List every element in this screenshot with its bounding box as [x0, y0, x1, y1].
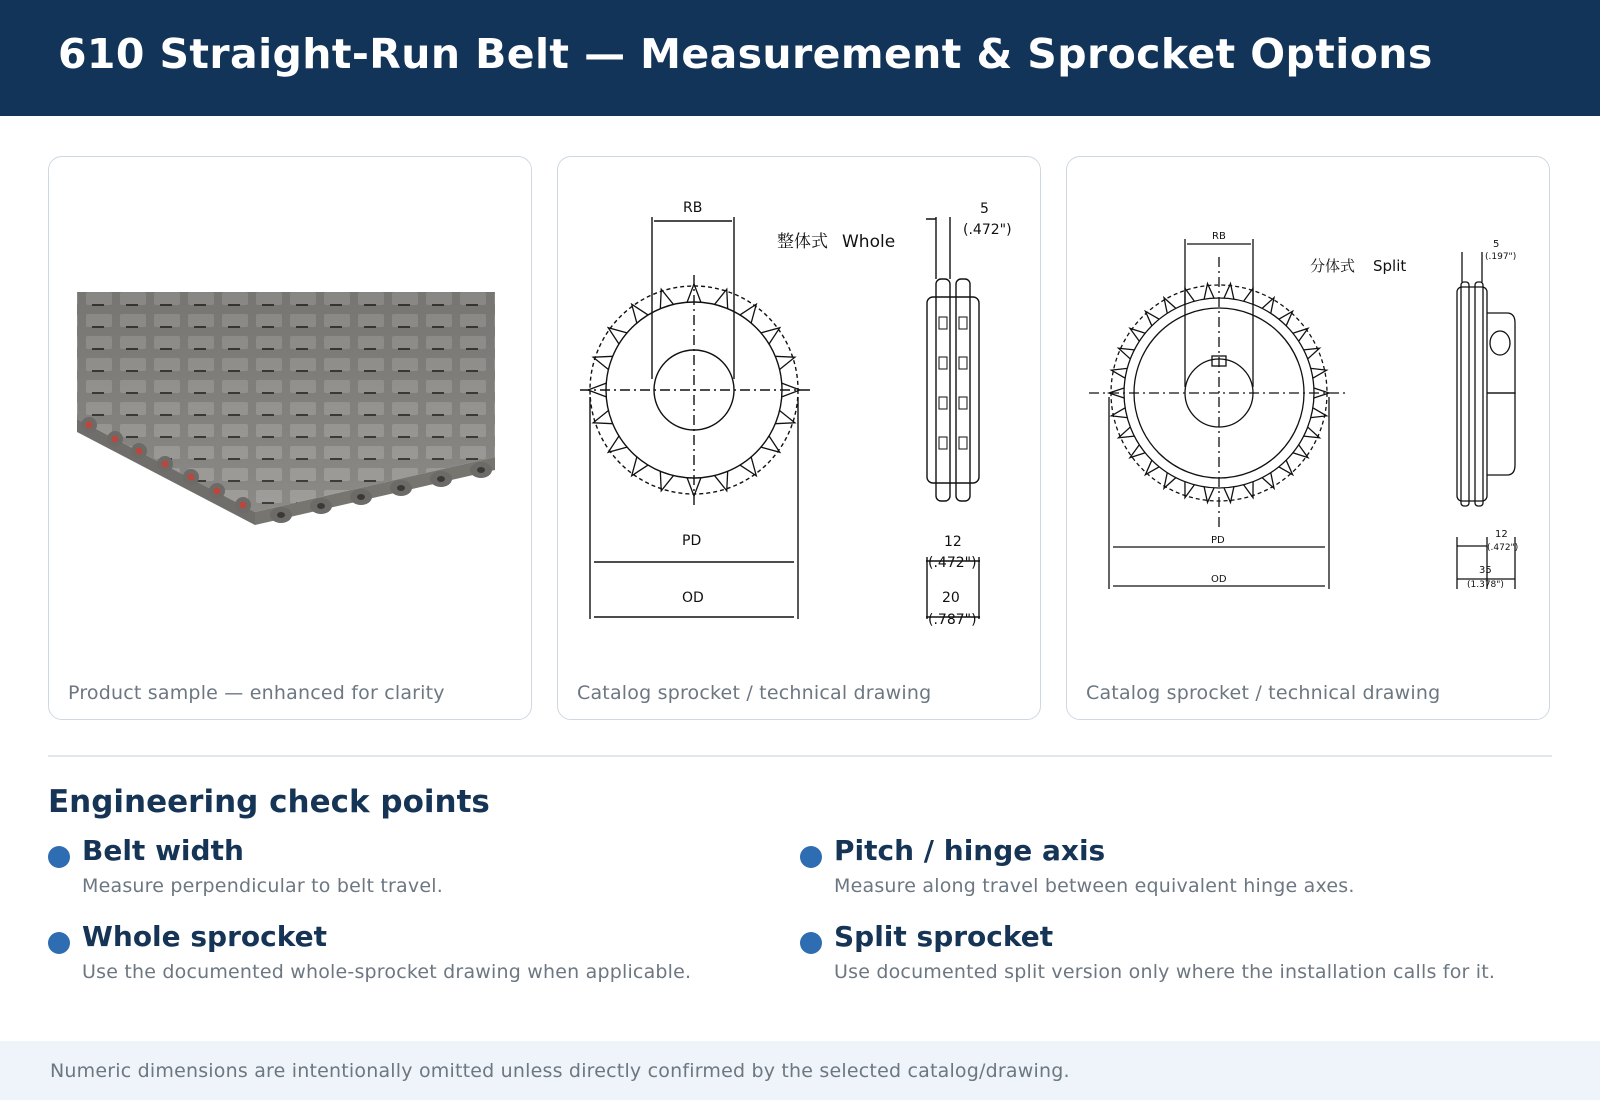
sprocket-tooth [1279, 460, 1293, 475]
card-caption: Catalog sprocket / technical drawing [577, 682, 932, 704]
bullet-dot-icon [800, 932, 822, 954]
bullet-dot-icon [800, 846, 822, 868]
dim-w1-in: (.197") [1485, 252, 1517, 262]
bullet-dot-icon [48, 846, 70, 868]
split-sprocket-card [1066, 156, 1550, 720]
section-title: Engineering check points [48, 784, 490, 820]
dim-w2-in: (.472") [1487, 543, 1519, 553]
whole-sprocket-card [557, 156, 1041, 720]
dim-w3-in: (1.378") [1467, 580, 1504, 590]
sprocket-tooth [1293, 445, 1308, 458]
dim-w3: 35 [1479, 565, 1492, 576]
belt-photo-card [48, 156, 532, 720]
dim-w2: 12 [944, 534, 962, 550]
check-point-title: Whole sprocket [82, 920, 327, 953]
check-point-desc: Use documented split version only where the installation calls for it. [834, 961, 1496, 983]
whole-sprocket-drawing [558, 157, 1041, 677]
sprocket-type-en: Whole [842, 232, 896, 252]
check-point-desc: Use the documented whole-sprocket drawing when applicable. [82, 961, 692, 983]
check-point-title: Belt width [82, 834, 244, 867]
dim-w3: 20 [942, 590, 960, 606]
split-sprocket-drawing [1067, 157, 1550, 677]
sprocket-type-cn: 分体式 [1310, 257, 1356, 275]
card-caption: Product sample — enhanced for clarity [68, 682, 445, 704]
sprocket-tooth [1130, 445, 1145, 458]
dim-w1: 5 [980, 201, 989, 217]
section-divider [48, 755, 1552, 757]
dim-pd: PD [682, 533, 702, 549]
check-point-title: Split sprocket [834, 920, 1054, 953]
footer-note: Numeric dimensions are intentionally omitted unless directly confirmed by the selected catalog/drawing. [50, 1060, 1070, 1082]
sprocket-tooth [1279, 311, 1293, 326]
card-caption: Catalog sprocket / technical drawing [1086, 682, 1441, 704]
conveyor-belt-image [49, 157, 532, 677]
sprocket-tooth [1204, 284, 1214, 300]
dim-od: OD [1211, 574, 1227, 585]
sprocket-tooth [1145, 311, 1159, 326]
dim-w1: 5 [1493, 239, 1500, 250]
bullet-dot-icon [48, 932, 70, 954]
sprocket-type-en: Split [1373, 257, 1407, 275]
dim-w2-in: (.472") [928, 555, 977, 571]
dim-pd: PD [1211, 535, 1225, 546]
page-header [0, 0, 1600, 116]
dim-w2: 12 [1495, 529, 1508, 540]
sprocket-tooth [1145, 460, 1159, 475]
dim-rb: RB [1212, 231, 1226, 242]
check-point-title: Pitch / hinge axis [834, 834, 1106, 867]
dim-rb: RB [683, 200, 703, 216]
sprocket-type-cn: 整体式 [777, 232, 828, 252]
sprocket-tooth [1293, 328, 1308, 341]
dim-w1-in: (.472") [963, 222, 1012, 238]
page-title: 610 Straight-Run Belt — Measurement & Sprocket Options [58, 30, 1433, 78]
dim-od: OD [682, 590, 704, 606]
check-point-desc: Measure along travel between equivalent hinge axes. [834, 875, 1355, 897]
footer-note-bar [0, 1041, 1600, 1100]
sprocket-tooth [1130, 328, 1145, 341]
check-point-desc: Measure perpendicular to belt travel. [82, 875, 443, 897]
dim-w3-in: (.787") [928, 612, 977, 628]
